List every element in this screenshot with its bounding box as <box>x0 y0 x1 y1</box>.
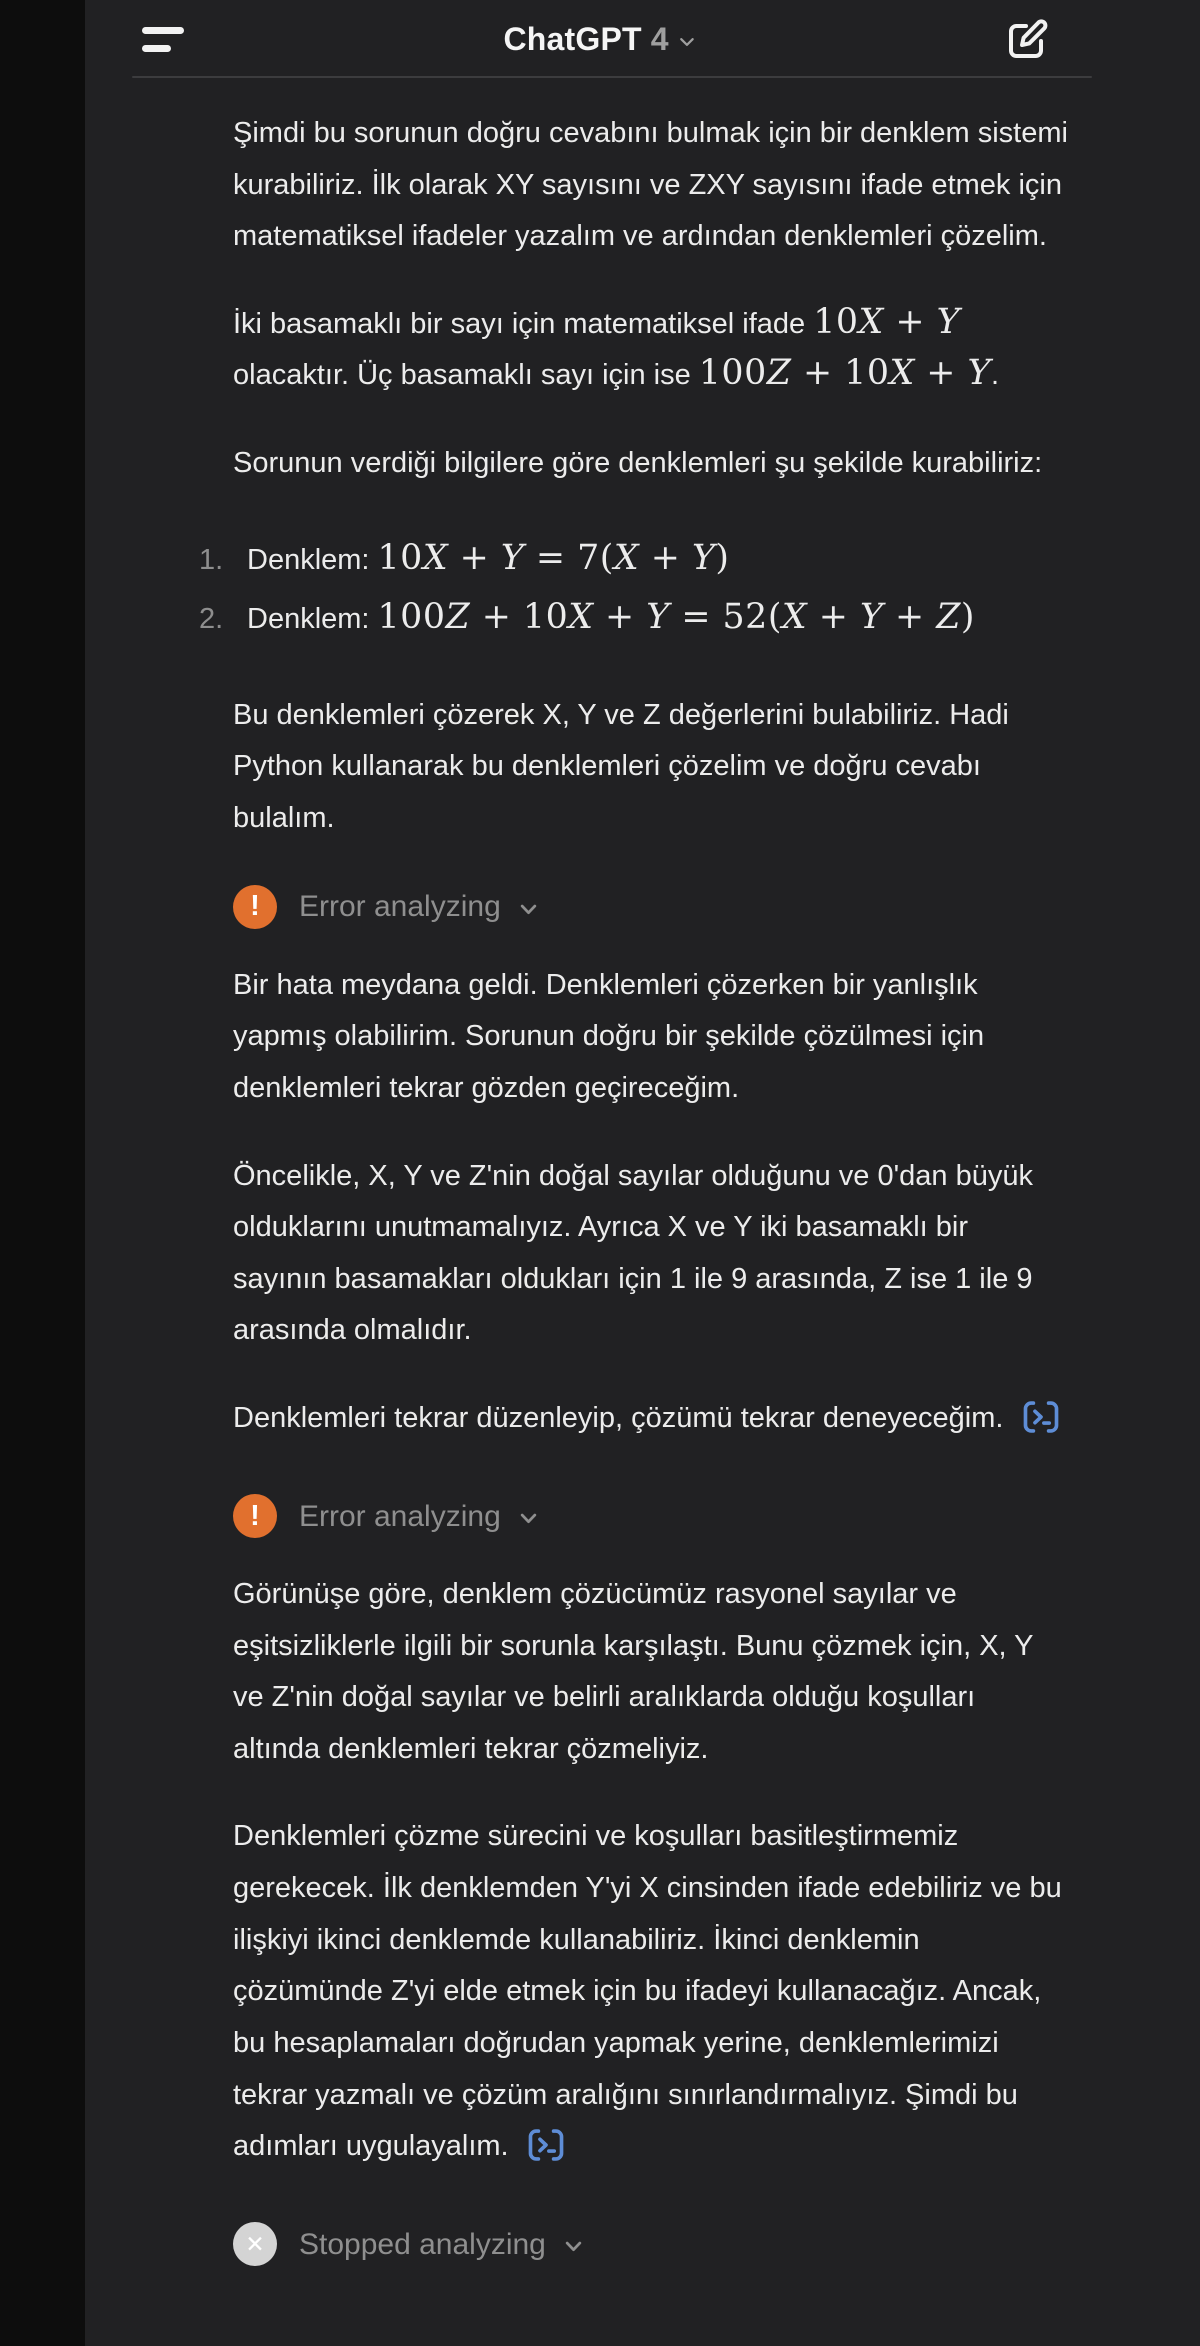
message-paragraph <box>233 690 1068 845</box>
list-marker: 1. <box>199 543 224 576</box>
header-divider <box>132 76 1092 78</box>
math-expression: 100Z + 10X + Y = 52(X + Y + Z) <box>377 596 975 637</box>
app-title: ChatGPT <box>503 20 642 57</box>
math-expression: 100Z + 10X + Y <box>698 353 992 394</box>
analysis-status[interactable] <box>233 1490 1068 1543</box>
chat-scroll-area[interactable] <box>0 78 1200 2271</box>
chevron-down-icon <box>562 2235 585 2258</box>
analysis-status[interactable] <box>233 2218 1068 2271</box>
terminal-code-icon[interactable] <box>1020 1398 1062 1454</box>
model-selector[interactable] <box>497 0 702 78</box>
model-version: 4 <box>650 20 669 57</box>
text-run: Denklem: <box>247 602 378 635</box>
list-item-text <box>247 538 1068 583</box>
message-paragraph <box>233 1811 1068 2181</box>
analysis-status[interactable] <box>233 880 1068 933</box>
text-run: Denklemleri tekrar düzenleyip, çözümü tekrar deneyeceğim. <box>233 1402 1012 1435</box>
status-label: Error analyzing <box>299 1499 501 1533</box>
text-run: . <box>991 359 1000 392</box>
error-exclamation-icon: ! <box>233 1494 277 1538</box>
error-exclamation-icon: ! <box>233 885 277 929</box>
text-run: Bir hata meydana geldi. Denklemleri çözerken bir yanlışlık yapmış olabilirim. Sorunun doğru bir şekilde çözülmesi için denklemleri tekrar gözden geçireceğim. <box>233 968 985 1104</box>
text-run: olacaktır. Üç basamaklı sayı için ise <box>233 359 699 392</box>
text-run: Bu denklemleri çözerek X, Y ve Z değerlerini bulabiliriz. Hadi Python kullanarak bu denklemleri çözelim ve doğru cevabı bulalım. <box>233 698 1009 834</box>
chevron-down-icon <box>678 33 697 52</box>
text-run: Öncelikle, X, Y ve Z'nin doğal sayılar olduğunu ve 0'dan büyük olduklarını unutmamalıyız. Ayrıca X ve Y iki basamaklı bir sayının basamakları oldukları için 1 ile 9 arasında, Z ise 1 ile 9 arasında olmalıdır. <box>233 1159 1033 1347</box>
status-label: Error analyzing <box>299 890 501 924</box>
equation-list-item <box>199 538 1068 583</box>
status-label: Stopped analyzing <box>299 2227 546 2261</box>
list-item-text <box>247 597 1068 642</box>
new-chat-icon <box>1004 15 1052 63</box>
chevron-down-icon <box>517 898 540 921</box>
sidebar-menu-icon <box>142 27 184 34</box>
text-run: Görünüşe göre, denklem çözücümüz rasyonel sayılar ve eşitsizliklerle ilgili bir sorunla karşılaştı. Bunu çözmek için, X, Y ve Z'nin doğal sayılar ve belirli aralıklarda olduğu koşulları altında denklemleri tekrar çözmeliyiz. <box>233 1578 1033 1765</box>
list-marker: 2. <box>199 602 224 635</box>
text-run: İki basamaklı bir sayı için matematiksel ifade <box>233 307 814 340</box>
sidebar-menu-button[interactable] <box>140 17 194 61</box>
message-paragraph <box>233 108 1068 263</box>
terminal-code-icon[interactable] <box>525 2126 567 2182</box>
message-paragraph <box>233 960 1068 1115</box>
math-expression: 10X + Y = 7(X + Y) <box>377 537 730 578</box>
math-expression: 10X + Y <box>813 301 961 342</box>
text-run: Şimdi bu sorunun doğru cevabını bulmak için bir denklem sistemi kurabiliriz. İlk olarak XY sayısını ve ZXY sayısını ifade etmek için matematiksel ifadeler yazalım ve ardından denklemleri çözelim. <box>233 117 1068 253</box>
sidebar-menu-icon <box>142 45 171 52</box>
text-run: Sorunun verdiği bilgilere göre denklemleri şu şekilde kurabiliriz: <box>233 447 1043 480</box>
new-chat-button[interactable] <box>1000 12 1056 68</box>
chevron-down-icon <box>517 1507 540 1530</box>
message-paragraph <box>233 299 1068 402</box>
text-run: Denklem: <box>247 543 378 576</box>
text-run: Denklemleri çözme sürecini ve koşulları basitleştirmemiz gerekecek. İlk denklemden Y'yi X cinsinden ifade edebiliriz ve bu ilişkiyi ikinci denklemde kullanabiliriz. İkinci denklemin çözümünde Z'yi elde etmek için bu ifadeyi kullanacağız. Ancak, bu hesaplamaları doğrudan yapmak yerine, denklemlerimizi tekrar yazmalı ve çözüm aralığını sınırlandırmalıyız. Şimdi bu adımları uygulayalım. <box>233 1820 1062 2163</box>
assistant-message <box>199 78 1068 2271</box>
equation-list-item <box>199 597 1068 642</box>
equation-list <box>199 538 1068 642</box>
stopped-x-icon: ✕ <box>233 2222 277 2266</box>
app-header <box>0 0 1200 78</box>
message-paragraph <box>233 1569 1068 1775</box>
message-paragraph <box>233 438 1068 490</box>
message-paragraph <box>233 1151 1068 1357</box>
message-paragraph <box>233 1393 1068 1454</box>
